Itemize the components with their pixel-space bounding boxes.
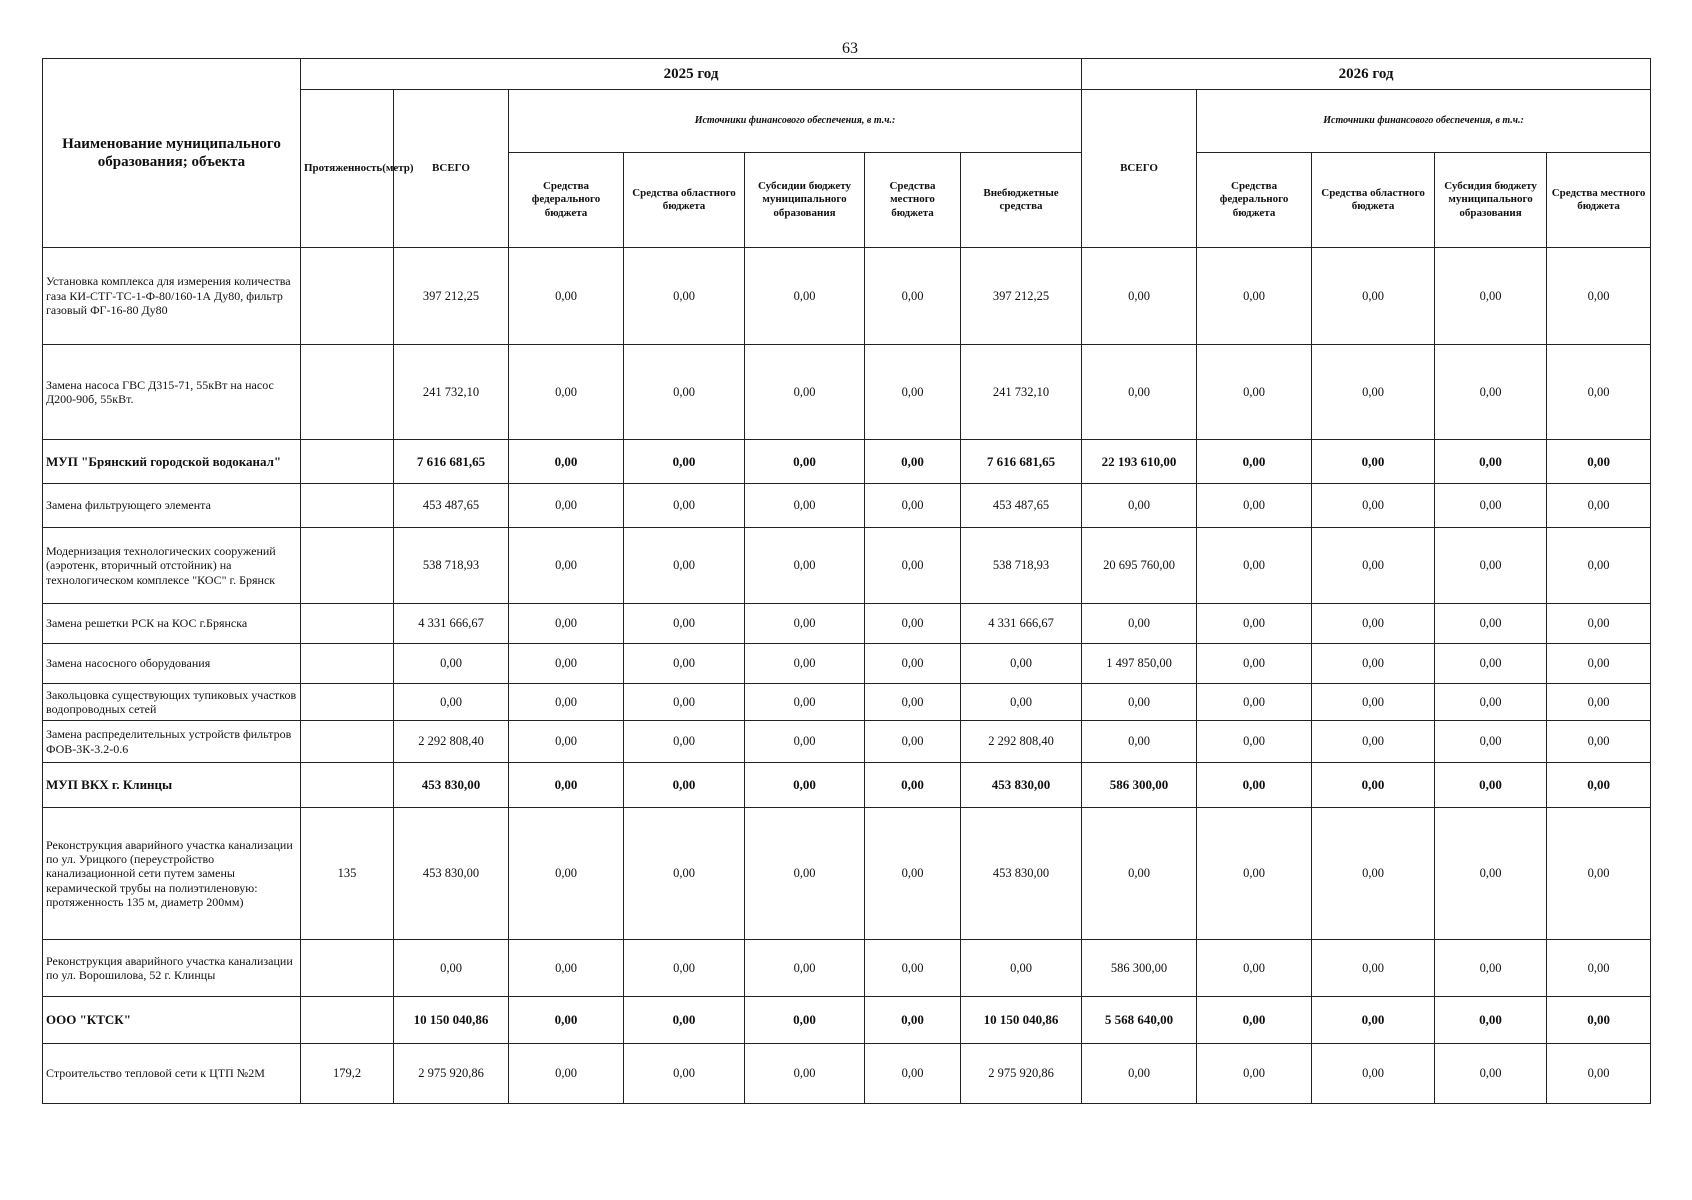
- cell-federal-2025: 0,00: [509, 644, 624, 684]
- cell-local-2025: 0,00: [865, 940, 961, 997]
- cell-federal-2025: 0,00: [509, 684, 624, 721]
- cell-regional-2025: 0,00: [624, 997, 745, 1044]
- cell-total-2026: 20 695 760,00: [1082, 528, 1197, 604]
- row-object-name: ООО "КТСК": [43, 997, 301, 1044]
- cell-regional-2025: 0,00: [624, 440, 745, 484]
- cell-federal-2025: 0,00: [509, 345, 624, 440]
- cell-extrabudget-2025: 538 718,93: [961, 528, 1082, 604]
- table-row: [43, 484, 1651, 528]
- cell-subsidy-2026: 0,00: [1435, 1044, 1547, 1104]
- cell-local-2026: 0,00: [1547, 528, 1651, 604]
- cell-subsidy-2026: 0,00: [1435, 345, 1547, 440]
- cell-extrabudget-2025: 0,00: [961, 940, 1082, 997]
- table-row: [43, 808, 1651, 940]
- cell-federal-2026: 0,00: [1197, 763, 1312, 808]
- cell-local-2026: 0,00: [1547, 940, 1651, 997]
- table-row: [43, 440, 1651, 484]
- cell-total-2025: 2 975 920,86: [394, 1044, 509, 1104]
- row-length: [301, 528, 394, 604]
- financing-table: [42, 58, 1651, 1104]
- cell-local-2026: 0,00: [1547, 484, 1651, 528]
- financing-table-wrapper: [42, 58, 1650, 1104]
- page-number: 63: [842, 40, 858, 57]
- header-total-2026: ВСЕГО: [1082, 90, 1197, 248]
- cell-local-2025: 0,00: [865, 248, 961, 345]
- cell-local-2026: 0,00: [1547, 345, 1651, 440]
- header-2025-federal: Средства федерального бюджета: [509, 153, 624, 248]
- row-object-name: Реконструкция аварийного участка канализации по ул. Ворошилова, 52 г. Клинцы: [43, 940, 301, 997]
- table-row: [43, 248, 1651, 345]
- header-sources-2025: Источники финансового обеспечения, в т.ч.:: [509, 90, 1082, 153]
- cell-subsidy-2025: 0,00: [745, 644, 865, 684]
- cell-subsidy-2026: 0,00: [1435, 940, 1547, 997]
- cell-local-2025: 0,00: [865, 604, 961, 644]
- row-length: [301, 644, 394, 684]
- cell-federal-2025: 0,00: [509, 940, 624, 997]
- cell-total-2025: 453 830,00: [394, 763, 509, 808]
- cell-regional-2025: 0,00: [624, 644, 745, 684]
- header-2026-regional: Средства областного бюджета: [1312, 153, 1435, 248]
- cell-regional-2026: 0,00: [1312, 1044, 1435, 1104]
- cell-federal-2026: 0,00: [1197, 345, 1312, 440]
- row-length: 179,2: [301, 1044, 394, 1104]
- cell-federal-2026: 0,00: [1197, 684, 1312, 721]
- cell-federal-2025: 0,00: [509, 248, 624, 345]
- cell-local-2026: 0,00: [1547, 604, 1651, 644]
- cell-extrabudget-2025: 7 616 681,65: [961, 440, 1082, 484]
- table-row: [43, 721, 1651, 763]
- cell-subsidy-2026: 0,00: [1435, 484, 1547, 528]
- cell-subsidy-2026: 0,00: [1435, 248, 1547, 345]
- cell-local-2025: 0,00: [865, 528, 961, 604]
- cell-regional-2026: 0,00: [1312, 248, 1435, 345]
- cell-federal-2026: 0,00: [1197, 997, 1312, 1044]
- row-object-name: МУП "Брянский городской водоканал": [43, 440, 301, 484]
- cell-local-2025: 0,00: [865, 997, 961, 1044]
- cell-local-2025: 0,00: [865, 345, 961, 440]
- cell-federal-2026: 0,00: [1197, 528, 1312, 604]
- cell-federal-2025: 0,00: [509, 528, 624, 604]
- cell-federal-2025: 0,00: [509, 763, 624, 808]
- row-object-name: МУП ВКХ г. Клинцы: [43, 763, 301, 808]
- cell-total-2025: 0,00: [394, 644, 509, 684]
- cell-local-2025: 0,00: [865, 484, 961, 528]
- cell-federal-2025: 0,00: [509, 721, 624, 763]
- cell-local-2025: 0,00: [865, 684, 961, 721]
- cell-federal-2025: 0,00: [509, 484, 624, 528]
- cell-federal-2025: 0,00: [509, 604, 624, 644]
- table-row: [43, 940, 1651, 997]
- cell-federal-2025: 0,00: [509, 440, 624, 484]
- row-length: [301, 440, 394, 484]
- cell-regional-2026: 0,00: [1312, 528, 1435, 604]
- cell-regional-2026: 0,00: [1312, 684, 1435, 721]
- cell-total-2026: 1 497 850,00: [1082, 644, 1197, 684]
- cell-subsidy-2026: 0,00: [1435, 763, 1547, 808]
- cell-regional-2026: 0,00: [1312, 763, 1435, 808]
- header-name-column: Наименование муниципального образования; объекта: [43, 59, 301, 248]
- table-row: [43, 528, 1651, 604]
- cell-local-2026: 0,00: [1547, 644, 1651, 684]
- cell-subsidy-2025: 0,00: [745, 940, 865, 997]
- cell-extrabudget-2025: 10 150 040,86: [961, 997, 1082, 1044]
- header-year-2026: 2026 год: [1082, 59, 1651, 90]
- cell-subsidy-2026: 0,00: [1435, 528, 1547, 604]
- cell-total-2026: 22 193 610,00: [1082, 440, 1197, 484]
- cell-local-2026: 0,00: [1547, 1044, 1651, 1104]
- table-row: [43, 997, 1651, 1044]
- cell-total-2026: 586 300,00: [1082, 940, 1197, 997]
- header-2026-local: Средства местного бюджета: [1547, 153, 1651, 248]
- cell-total-2025: 4 331 666,67: [394, 604, 509, 644]
- cell-total-2025: 7 616 681,65: [394, 440, 509, 484]
- cell-federal-2025: 0,00: [509, 997, 624, 1044]
- cell-regional-2025: 0,00: [624, 684, 745, 721]
- cell-regional-2025: 0,00: [624, 248, 745, 345]
- cell-regional-2026: 0,00: [1312, 345, 1435, 440]
- cell-regional-2025: 0,00: [624, 763, 745, 808]
- cell-subsidy-2025: 0,00: [745, 721, 865, 763]
- cell-regional-2026: 0,00: [1312, 808, 1435, 940]
- row-length: [301, 345, 394, 440]
- cell-total-2025: 538 718,93: [394, 528, 509, 604]
- cell-regional-2025: 0,00: [624, 1044, 745, 1104]
- cell-subsidy-2025: 0,00: [745, 1044, 865, 1104]
- cell-subsidy-2025: 0,00: [745, 528, 865, 604]
- cell-federal-2026: 0,00: [1197, 1044, 1312, 1104]
- cell-total-2025: 241 732,10: [394, 345, 509, 440]
- cell-regional-2026: 0,00: [1312, 721, 1435, 763]
- cell-subsidy-2026: 0,00: [1435, 440, 1547, 484]
- table-row: [43, 604, 1651, 644]
- row-object-name: Строительство тепловой сети к ЦТП №2М: [43, 1044, 301, 1104]
- cell-total-2026: 0,00: [1082, 345, 1197, 440]
- cell-federal-2026: 0,00: [1197, 721, 1312, 763]
- cell-total-2026: 0,00: [1082, 721, 1197, 763]
- table-header: [43, 59, 1651, 248]
- cell-regional-2026: 0,00: [1312, 604, 1435, 644]
- row-object-name: Замена распределительных устройств фильтров ФОВ-3К-3.2-0.6: [43, 721, 301, 763]
- cell-regional-2025: 0,00: [624, 721, 745, 763]
- cell-federal-2026: 0,00: [1197, 940, 1312, 997]
- cell-local-2025: 0,00: [865, 644, 961, 684]
- cell-federal-2026: 0,00: [1197, 440, 1312, 484]
- cell-total-2025: 0,00: [394, 940, 509, 997]
- row-length: [301, 997, 394, 1044]
- cell-local-2025: 0,00: [865, 1044, 961, 1104]
- row-object-name: Замена насосного оборудования: [43, 644, 301, 684]
- cell-subsidy-2026: 0,00: [1435, 644, 1547, 684]
- row-length: [301, 484, 394, 528]
- cell-total-2026: 0,00: [1082, 1044, 1197, 1104]
- row-object-name: Модернизация технологических сооружений (аэротенк, вторичный отстойник) на технологическом комплексе "КОС" г. Брянск: [43, 528, 301, 604]
- cell-extrabudget-2025: 453 830,00: [961, 808, 1082, 940]
- cell-subsidy-2025: 0,00: [745, 345, 865, 440]
- cell-regional-2025: 0,00: [624, 484, 745, 528]
- cell-subsidy-2025: 0,00: [745, 440, 865, 484]
- cell-total-2026: 5 568 640,00: [1082, 997, 1197, 1044]
- cell-subsidy-2026: 0,00: [1435, 604, 1547, 644]
- row-object-name: Реконструкция аварийного участка канализации по ул. Урицкого (переустройство канализационной сети путем замены керамической трубы на полиэтиленовую: протяженность 135 м, диаметр 200мм): [43, 808, 301, 940]
- cell-total-2026: 0,00: [1082, 604, 1197, 644]
- cell-regional-2025: 0,00: [624, 528, 745, 604]
- row-length: [301, 763, 394, 808]
- cell-local-2025: 0,00: [865, 721, 961, 763]
- cell-federal-2026: 0,00: [1197, 604, 1312, 644]
- row-object-name: Установка комплекса для измерения количества газа КИ-СТГ-ТС-1-Ф-80/160-1А Ду80, фильтр газовый ФГ-16-80 Ду80: [43, 248, 301, 345]
- row-length: [301, 721, 394, 763]
- cell-subsidy-2026: 0,00: [1435, 721, 1547, 763]
- cell-extrabudget-2025: 2 975 920,86: [961, 1044, 1082, 1104]
- header-total-2025: ВСЕГО: [394, 90, 509, 248]
- cell-total-2025: 397 212,25: [394, 248, 509, 345]
- cell-extrabudget-2025: 4 331 666,67: [961, 604, 1082, 644]
- cell-local-2026: 0,00: [1547, 721, 1651, 763]
- cell-federal-2026: 0,00: [1197, 484, 1312, 528]
- table-row: [43, 1044, 1651, 1104]
- cell-total-2026: 0,00: [1082, 684, 1197, 721]
- cell-federal-2025: 0,00: [509, 808, 624, 940]
- cell-local-2026: 0,00: [1547, 248, 1651, 345]
- cell-subsidy-2025: 0,00: [745, 808, 865, 940]
- cell-federal-2026: 0,00: [1197, 808, 1312, 940]
- cell-regional-2026: 0,00: [1312, 484, 1435, 528]
- cell-subsidy-2026: 0,00: [1435, 808, 1547, 940]
- cell-total-2025: 2 292 808,40: [394, 721, 509, 763]
- header-2025-extrabudget: Внебюджетные средства: [961, 153, 1082, 248]
- cell-subsidy-2026: 0,00: [1435, 997, 1547, 1044]
- cell-total-2025: 453 830,00: [394, 808, 509, 940]
- table-row: [43, 644, 1651, 684]
- row-length: [301, 940, 394, 997]
- cell-local-2026: 0,00: [1547, 808, 1651, 940]
- cell-subsidy-2026: 0,00: [1435, 684, 1547, 721]
- cell-subsidy-2025: 0,00: [745, 484, 865, 528]
- cell-local-2026: 0,00: [1547, 997, 1651, 1044]
- cell-extrabudget-2025: 241 732,10: [961, 345, 1082, 440]
- cell-regional-2026: 0,00: [1312, 644, 1435, 684]
- row-length: [301, 684, 394, 721]
- row-object-name: Замена решетки РСК на КОС г.Брянска: [43, 604, 301, 644]
- cell-extrabudget-2025: 397 212,25: [961, 248, 1082, 345]
- cell-extrabudget-2025: 453 487,65: [961, 484, 1082, 528]
- row-length: [301, 604, 394, 644]
- header-year-2025: 2025 год: [301, 59, 1082, 90]
- cell-total-2025: 453 487,65: [394, 484, 509, 528]
- cell-total-2026: 586 300,00: [1082, 763, 1197, 808]
- cell-regional-2026: 0,00: [1312, 997, 1435, 1044]
- row-object-name: Замена насоса ГВС Д315-71, 55кВт на насос Д200-90б, 55кВт.: [43, 345, 301, 440]
- cell-extrabudget-2025: 0,00: [961, 684, 1082, 721]
- cell-local-2025: 0,00: [865, 808, 961, 940]
- cell-local-2025: 0,00: [865, 440, 961, 484]
- header-2026-federal: Средства федерального бюджета: [1197, 153, 1312, 248]
- header-length-column: Протяженность(метр): [301, 90, 394, 248]
- cell-regional-2025: 0,00: [624, 604, 745, 644]
- cell-local-2026: 0,00: [1547, 684, 1651, 721]
- cell-federal-2026: 0,00: [1197, 248, 1312, 345]
- header-2025-local: Средства местного бюджета: [865, 153, 961, 248]
- row-object-name: Закольцовка существующих тупиковых участков водопроводных сетей: [43, 684, 301, 721]
- row-object-name: Замена фильтрующего элемента: [43, 484, 301, 528]
- row-length: [301, 248, 394, 345]
- cell-local-2026: 0,00: [1547, 440, 1651, 484]
- cell-total-2026: 0,00: [1082, 484, 1197, 528]
- cell-regional-2025: 0,00: [624, 808, 745, 940]
- table-row: [43, 684, 1651, 721]
- cell-extrabudget-2025: 453 830,00: [961, 763, 1082, 808]
- cell-subsidy-2025: 0,00: [745, 604, 865, 644]
- cell-regional-2026: 0,00: [1312, 440, 1435, 484]
- header-sources-2026: Источники финансового обеспечения, в т.ч.:: [1197, 90, 1651, 153]
- cell-extrabudget-2025: 0,00: [961, 644, 1082, 684]
- cell-federal-2025: 0,00: [509, 1044, 624, 1104]
- cell-subsidy-2025: 0,00: [745, 248, 865, 345]
- cell-regional-2025: 0,00: [624, 345, 745, 440]
- cell-subsidy-2025: 0,00: [745, 684, 865, 721]
- cell-subsidy-2025: 0,00: [745, 997, 865, 1044]
- cell-total-2025: 0,00: [394, 684, 509, 721]
- table-row: [43, 763, 1651, 808]
- cell-total-2025: 10 150 040,86: [394, 997, 509, 1044]
- cell-local-2025: 0,00: [865, 763, 961, 808]
- cell-local-2026: 0,00: [1547, 763, 1651, 808]
- table-row: [43, 345, 1651, 440]
- cell-federal-2026: 0,00: [1197, 644, 1312, 684]
- cell-total-2026: 0,00: [1082, 808, 1197, 940]
- cell-subsidy-2025: 0,00: [745, 763, 865, 808]
- table-body: [43, 248, 1651, 1104]
- cell-extrabudget-2025: 2 292 808,40: [961, 721, 1082, 763]
- header-2025-regional: Средства областного бюджета: [624, 153, 745, 248]
- cell-regional-2026: 0,00: [1312, 940, 1435, 997]
- header-2026-subsidy: Субсидия бюджету муниципального образования: [1435, 153, 1547, 248]
- cell-regional-2025: 0,00: [624, 940, 745, 997]
- cell-total-2026: 0,00: [1082, 248, 1197, 345]
- header-2025-subsidy: Субсидии бюджету муниципального образования: [745, 153, 865, 248]
- row-length: 135: [301, 808, 394, 940]
